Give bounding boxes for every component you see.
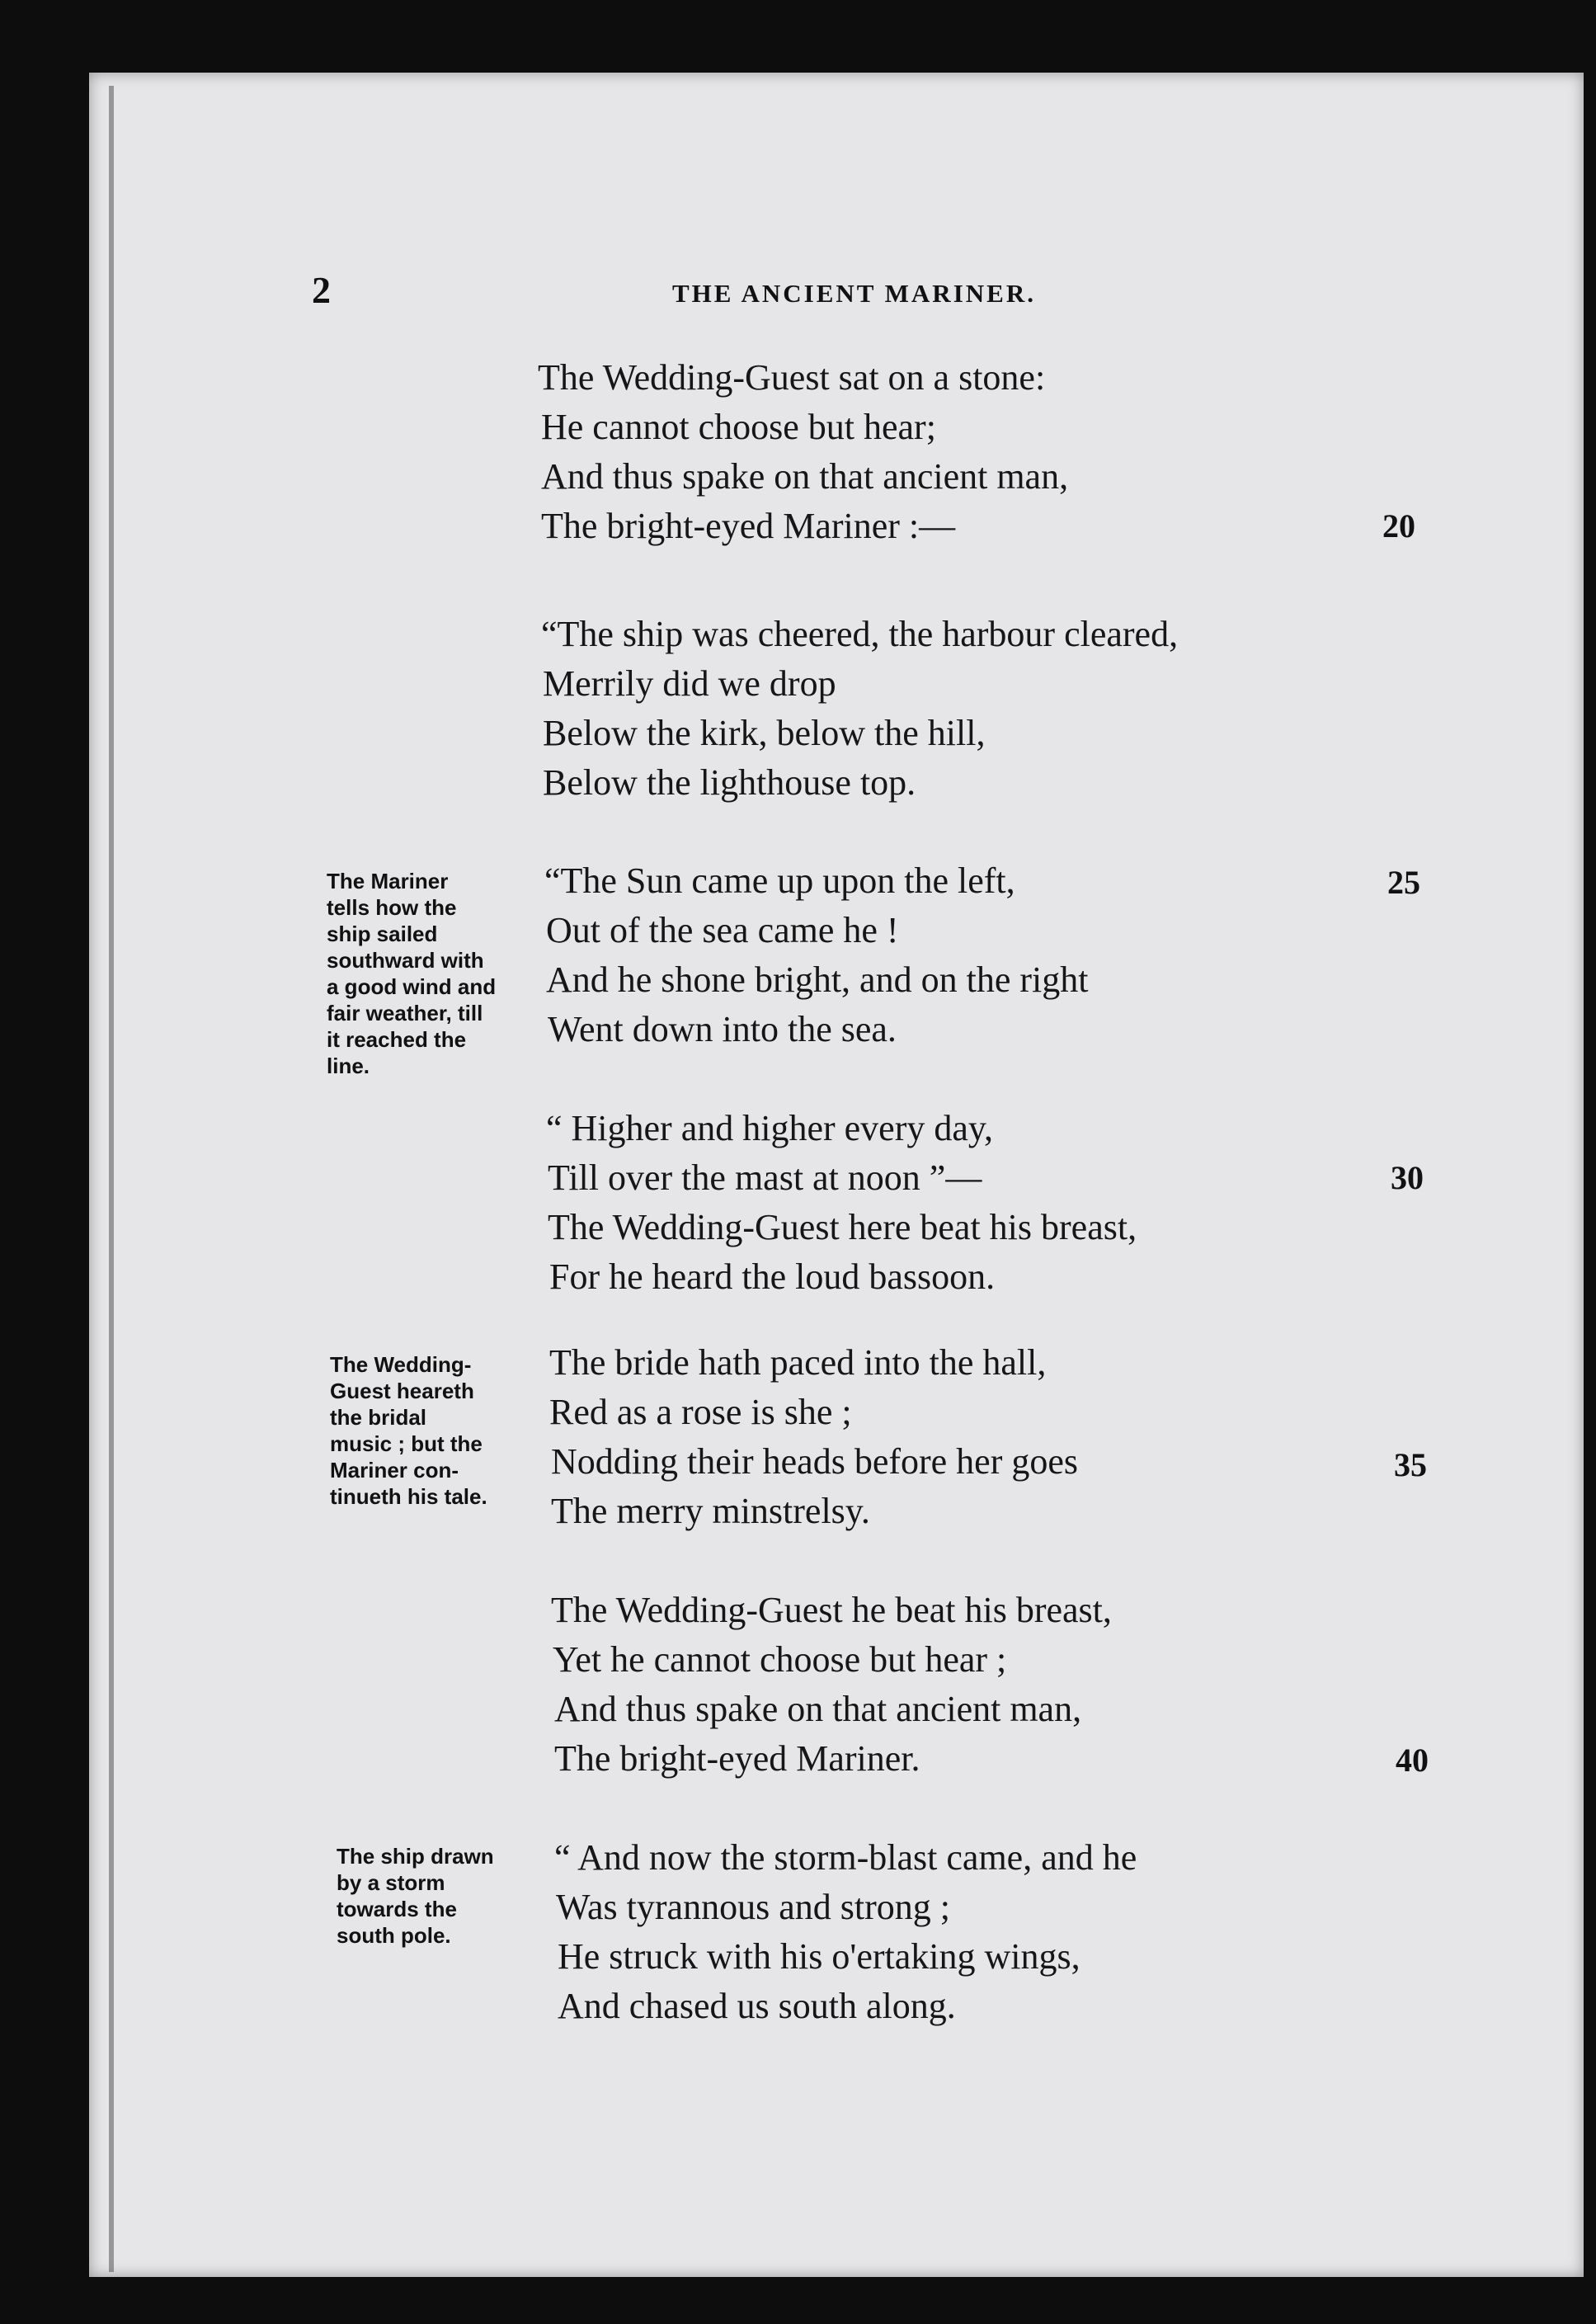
margin-gloss: The ship drawn by a storm towards the south pole. [337, 1844, 494, 1948]
poem-line: And thus spake on that ancient man, [554, 1689, 1082, 1729]
running-title: THE ANCIENT MARINER. [672, 279, 1036, 308]
poem-line: For he heard the loud bassoon. [549, 1256, 996, 1297]
line-number: 30 [1391, 1159, 1424, 1196]
poem-line: Below the lighthouse top. [543, 762, 916, 803]
poem-line: Went down into the sea. [548, 1009, 897, 1049]
poem-line: And he shone bright, and on the right [546, 959, 1089, 1000]
poem-line: The merry minstrelsy. [551, 1491, 870, 1531]
page-binding-edge [109, 86, 147, 2272]
poem-line: Out of the sea came he ! [546, 910, 899, 950]
poem-line: Merrily did we drop [543, 663, 836, 704]
poem-line: The bride hath paced into the hall, [549, 1342, 1047, 1383]
poem-line: Below the kirk, below the hill, [543, 713, 986, 753]
poem-line: Nodding their heads before her goes [551, 1441, 1079, 1482]
page-number: 2 [312, 269, 331, 311]
line-number: 40 [1396, 1742, 1429, 1779]
line-number: 35 [1394, 1446, 1427, 1483]
line-number: 25 [1387, 864, 1420, 901]
poem-line: The Wedding-Guest he beat his breast, [551, 1590, 1112, 1630]
poem-line: The bright-eyed Mariner. [554, 1738, 920, 1779]
poem-line: “ Higher and higher every day, [546, 1108, 994, 1148]
poem-line: Red as a rose is she ; [549, 1392, 852, 1432]
poem-line: “The Sun came up upon the left, [544, 860, 1015, 901]
poem-line: The bright-eyed Mariner :— [541, 506, 956, 546]
poem-line: Was tyrannous and strong ; [556, 1887, 950, 1927]
poem-line: He cannot choose but hear; [541, 407, 936, 447]
margin-gloss: The Mariner tells how the ship sailed southward with a good wind and fair weather, till it reached the line. [327, 869, 497, 1078]
poem-line: “ And now the storm-blast came, and he [554, 1837, 1137, 1878]
poem-line: The Wedding-Guest here beat his breast, [548, 1207, 1137, 1247]
poem-line: Till over the mast at noon ”— [548, 1157, 982, 1198]
poem-line: “The ship was cheered, the harbour cleared, [541, 614, 1179, 654]
poem-line: Yet he cannot choose but hear ; [553, 1639, 1007, 1680]
margin-gloss: The Wedding- Guest heareth the bridal music ; but the Mariner con- tinueth his tale. [330, 1352, 487, 1509]
line-number: 20 [1382, 507, 1415, 544]
poem-line: And thus spake on that ancient man, [541, 456, 1069, 497]
poem-line: He struck with his o'ertaking wings, [558, 1936, 1080, 1977]
poem-line: And chased us south along. [558, 1986, 956, 2026]
poem-line: The Wedding-Guest sat on a stone: [538, 357, 1046, 398]
